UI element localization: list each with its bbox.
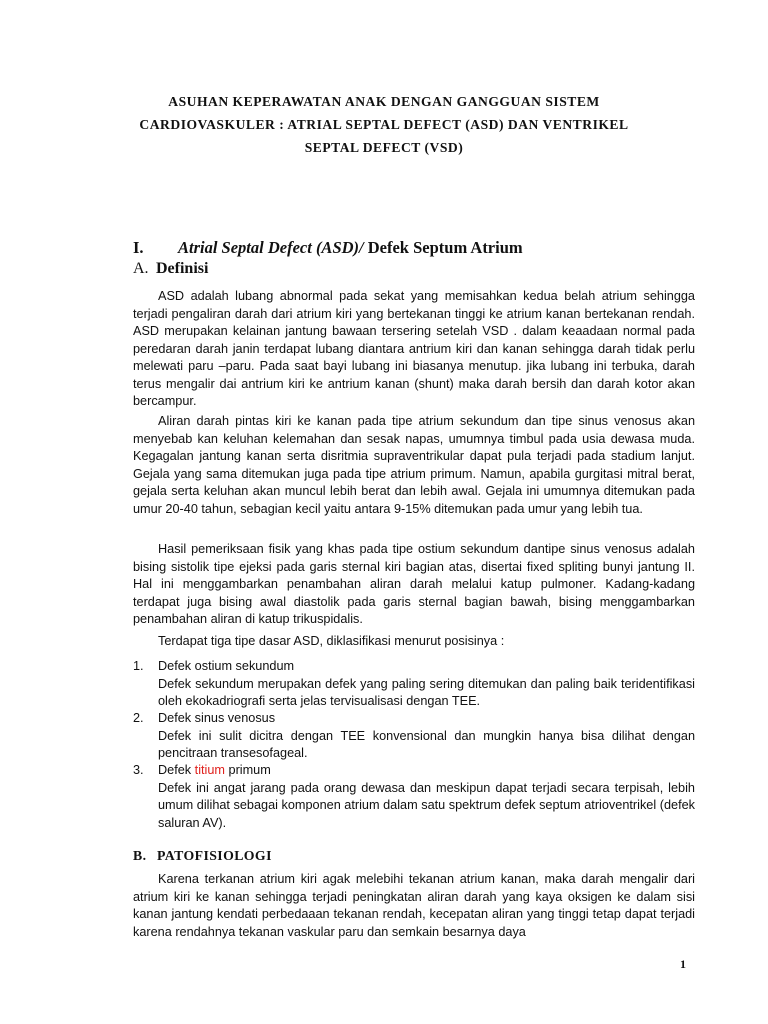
list-item-title-pre: Defek (158, 763, 195, 777)
list-item-title-post: primum (224, 763, 271, 777)
section-heading-1 (133, 238, 523, 258)
list-number: 1. (133, 659, 144, 673)
page-number: 1 (680, 957, 686, 971)
document-title (120, 90, 648, 159)
subsection-title: PATOFISIOLOGI (157, 848, 272, 863)
section-number: I. (133, 238, 144, 257)
subsection-label: B. (133, 848, 147, 863)
title-line-1: ASUHAN KEPERAWATAN ANAK DENGAN GANGGUAN SISTEM (168, 94, 600, 109)
title-line-3: SEPTAL DEFECT (VSD) (304, 140, 464, 155)
section-title-rest: Defek Septum Atrium (363, 238, 523, 257)
list-item (133, 710, 695, 763)
list-number: 2. (133, 711, 144, 725)
list-number: 3. (133, 763, 144, 777)
paragraph-definisi: ASD adalah lubang abnormal pada sekat yang memisahkan kedua belah atrium sehingga terjadi pengaliran darah dari atrium kiri yang bertekanan tinggi ke atrium kanan bertekanan rendah. ASD merupakan kelainan jantung bawaan tersering setelah VSD . dalam keaadaan normal pada peredaran darah janin terdapat lubang diantara antrium kiri dan kanan sehingga darah tidak perlu melewati paru –paru. Pada saat bayi lubang ini biasanya menutup. jika lubang ini terbuka, darah terus mengalir dai antrium kiri ke antrium kanan (shunt) maka darah bersih dan darah kotor akan bercampur. (133, 289, 695, 408)
subsection-heading-a (133, 260, 208, 278)
paragraph-aliran-darah: Aliran darah pintas kiri ke kanan pada tipe atrium sekundum dan tipe sinus venosus akan menyebab kan keluhan kelemahan dan sesak napas, umumnya timbul pada usia dewasa muda. Kegagalan jantung kanan serta disritmia supraventrikular dapat pula terjadi pada stadium lanjut. Gejala yang sama ditemukan juga pada tipe atrium primum. Namun, apabila gurgitasi mitral berat, gejala serta keluhan akan muncul lebih berat dan lebih awal. Gejala ini umumnya ditemukan pada umur 20-40 tahun, sebagian kecil yaitu antara 9-15% ditemukan pada umur yang lebih tua. (133, 414, 695, 516)
subsection-heading-b (133, 848, 272, 864)
paragraph-pemeriksaan-fisik: Hasil pemeriksaan fisik yang khas pada tipe ostium sekundum dantipe sinus venosus adalah bising sistolik tipe ejeksi pada garis sternal kiri bagian atas, disertai fixed spliting bunyi jantung II. Hal ini menggambarkan penambahan aliran darah melalui katup pulmoner. Kadang-kadang terdapat juga bising awal diastolik pada garis sternal bagian bawah, bising menggambarkan penambahan aliran di katup trikuspidalis. (133, 542, 695, 626)
list-item-title: Defek ostium sekundum (158, 659, 295, 673)
subsection-title: Definisi (156, 260, 209, 277)
subsection-label: A. (133, 260, 149, 277)
paragraph-tipe-asd: Terdapat tiga tipe dasar ASD, diklasifikasi menurut posisinya : (158, 634, 505, 648)
list-item-desc: Defek sekundum merupakan defek yang paling sering ditemukan dan paling baik teridentifikasi oleh ekokadriografi serta jelas tervisualisasi dengan TEE. (158, 676, 695, 708)
title-line-2: CARDIOVASKULER : ATRIAL SEPTAL DEFECT (ASD) DAN VENTRIKEL (139, 117, 629, 132)
list-item-title (158, 762, 695, 780)
list-item (133, 762, 695, 832)
list-item (133, 658, 695, 711)
paragraph-patofisiologi: Karena terkanan atrium kiri agak melebihi tekanan atrium kanan, maka darah mengalir dari atrium kiri ke kanan sehingga terjadi peningkatan aliran darah yang kaya oksigen ke dalam sisi kanan jantung kendati perbedaaan tekanan rendah, kecepatan aliran yang tinggi tetap dapat terjadi karena rendahnya tekanan vaskular paru dan semkain besarnya daya (133, 872, 695, 939)
list-item-desc: Defek ini sulit dicitra dengan TEE konvensional dan mungkin hanya bisa dilihat dengan pencitraan transesofageal. (158, 728, 695, 760)
list-item-title: Defek sinus venosus (158, 711, 276, 725)
list-item-desc: Defek ini angat jarang pada orang dewasa dan meskipun dapat terjadi secara terpisah, lebih umum dilihat sebagai komponen atrium dalam satu spektrum defek septum atrioventrikel (defek saluran AV). (158, 780, 695, 830)
section-title-italic: Atrial Septal Defect (ASD)/ (178, 238, 364, 257)
highlighted-word: titium (194, 763, 225, 777)
